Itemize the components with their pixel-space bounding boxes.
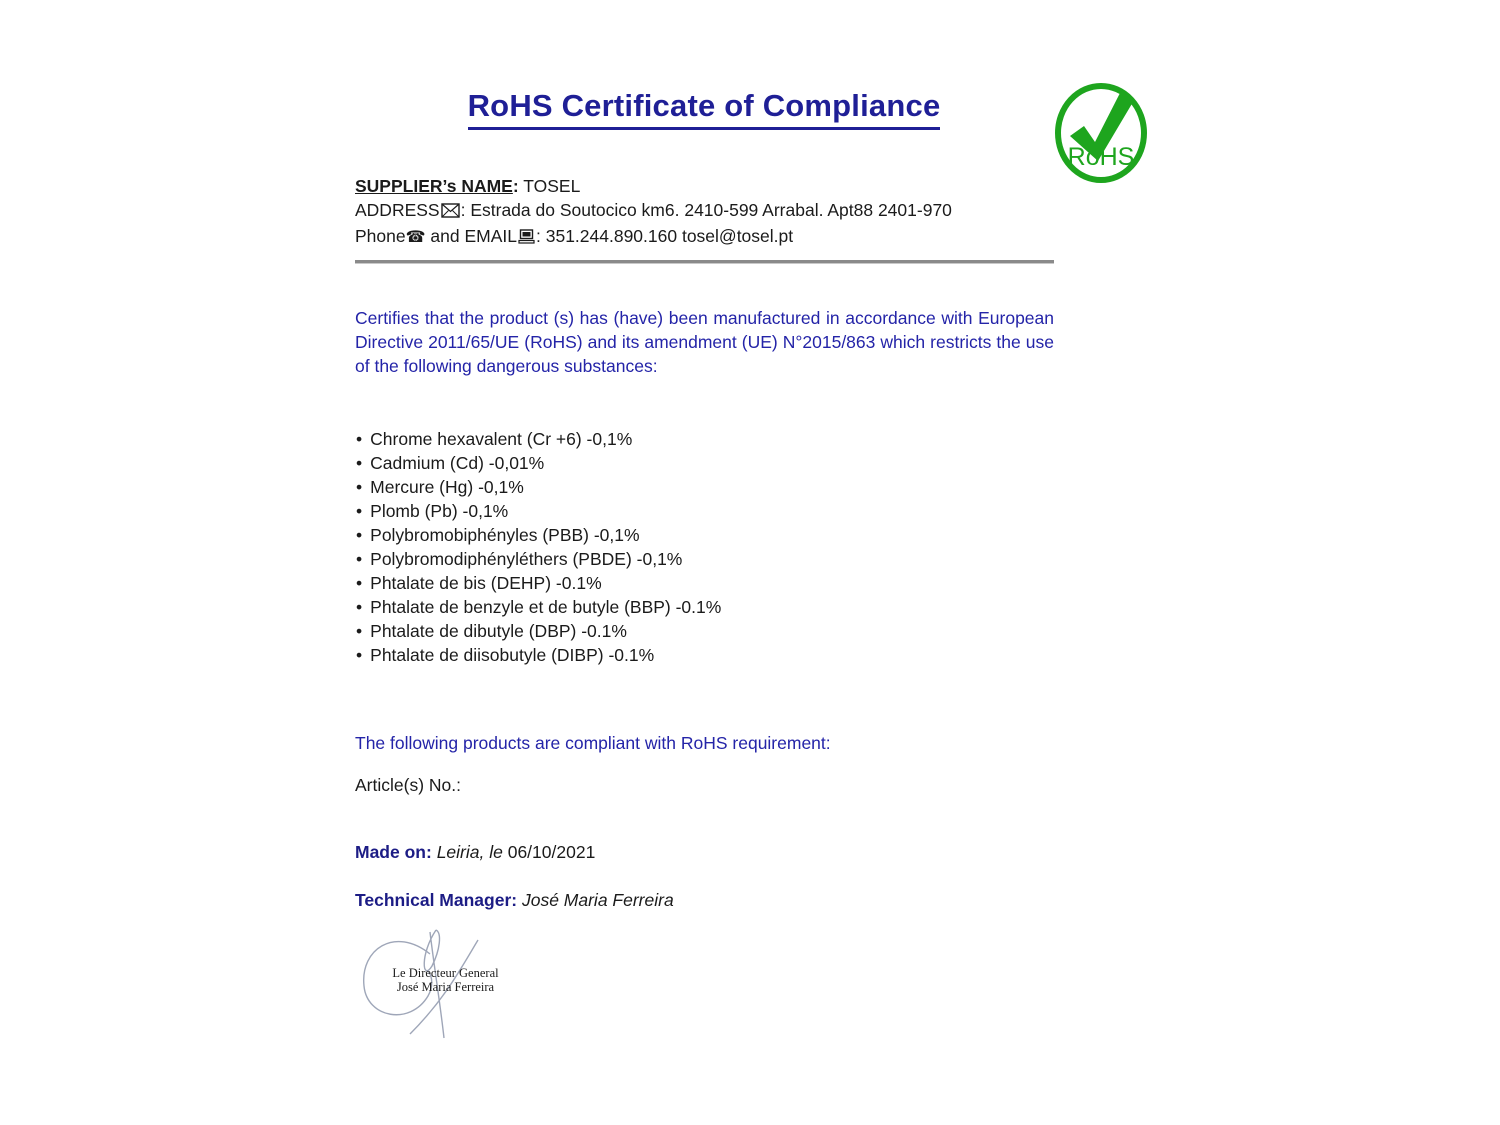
page-title: RoHS Certificate of Compliance (468, 88, 941, 130)
supplier-name-label: SUPPLIER’s NAME (355, 176, 513, 196)
signature-line1: Le Directeur General (392, 966, 499, 980)
made-on-label: Made on: (355, 842, 432, 862)
list-item: • Polybromodiphényléthers (PBDE) -0,1% (356, 547, 1055, 571)
phone-icon: ☎ (405, 227, 426, 246)
compliance-line: The following products are compliant with RoHS requirement: (355, 733, 831, 753)
address-value: : Estrada do Soutocico km6. 2410-599 Arrabal. Apt88 2401-970 (460, 200, 952, 220)
supplier-address-line (355, 198, 1055, 224)
made-on-line (355, 842, 595, 863)
envelope-icon (441, 200, 460, 224)
list-item: • Phtalate de benzyle et de butyle (BBP) -0.1% (356, 595, 1055, 619)
list-item: • Cadmium (Cd) -0,01% (356, 451, 1055, 475)
certification-statement: Certifies that the product (s) has (have) been manufactured in accordance with European Directive 2011/65/UE (RoHS) and its amendment (UE) N°2015/863 which restricts the use of the following dangerous substances: (355, 308, 1054, 376)
signature-line2: José Maria Ferreira (396, 980, 495, 994)
signature-text (378, 966, 513, 994)
list-item: • Phtalate de dibutyle (DBP) -0.1% (356, 619, 1055, 643)
contact-value: : 351.244.890.160 tosel@tosel.pt (536, 226, 794, 246)
supplier-contact-line (355, 224, 1055, 250)
list-item: • Mercure (Hg) -0,1% (356, 475, 1055, 499)
list-item: • Phtalate de bis (DEHP) -0.1% (356, 571, 1055, 595)
list-item: • Polybromobiphényles (PBB) -0,1% (356, 523, 1055, 547)
substances-list (356, 427, 1055, 667)
technical-manager-value: José Maria Ferreira (521, 890, 674, 910)
computer-icon (518, 226, 535, 250)
supplier-name-value: TOSEL (518, 176, 581, 196)
technical-manager-label: Technical Manager: (355, 890, 518, 910)
phone-label: Phone (355, 226, 406, 246)
title-wrap (355, 88, 1053, 130)
supplier-block (355, 174, 1055, 250)
rohs-logo (1053, 82, 1149, 189)
articles-label: Article(s) No.: (355, 775, 461, 795)
rohs-logo-label: RoHS (1067, 143, 1135, 171)
supplier-name-colon: : (512, 176, 519, 196)
supplier-name-line (355, 174, 1055, 198)
section-divider (355, 260, 1054, 264)
technical-manager-line (355, 890, 674, 911)
email-label: and EMAIL (425, 226, 517, 246)
made-on-place: Leiria, le (436, 842, 503, 862)
rohs-logo-icon (1053, 82, 1149, 184)
address-label: ADDRESS (355, 200, 440, 220)
list-item: • Plomb (Pb) -0,1% (356, 499, 1055, 523)
made-on-date: 06/10/2021 (507, 842, 596, 862)
list-item: • Phtalate de diisobutyle (DIBP) -0.1% (356, 643, 1055, 667)
list-item: • Chrome hexavalent (Cr +6) -0,1% (356, 427, 1055, 451)
